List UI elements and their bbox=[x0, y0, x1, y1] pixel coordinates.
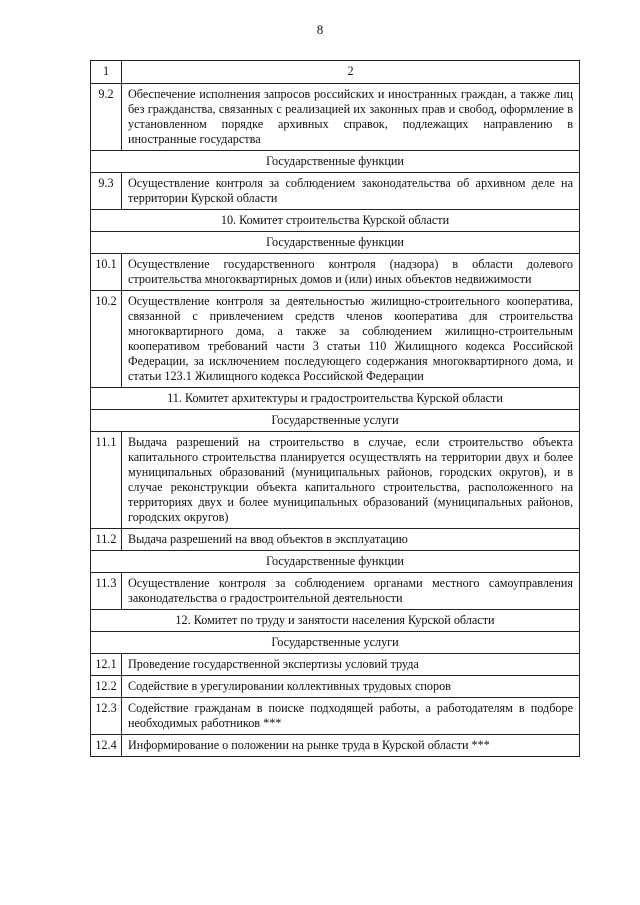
section-title: Государственные услуги bbox=[91, 632, 580, 654]
item-number: 9.2 bbox=[91, 84, 122, 151]
item-number: 11.2 bbox=[91, 529, 122, 551]
item-description: Осуществление контроля за деятельностью жилищно-строительного кооператива, связанной с привлечением средств членов кооператива для строительства многоквартирного дома, а также за соблюдением жилищно-строительным кооперативом требований части 3 статьи 110 Жилищного кодекса Российской Федерации, за исключением последующего содержания многоквартирного дома, и статьи 123.1 Жилищного кодекса Российской Федерации bbox=[122, 291, 580, 388]
table-row bbox=[91, 173, 580, 210]
item-description: Осуществление контроля за соблюдением органами местного самоуправления законодательства о градостроительной деятельности bbox=[122, 573, 580, 610]
page-number: 8 bbox=[316, 22, 324, 37]
table-row bbox=[91, 735, 580, 757]
item-number: 12.1 bbox=[91, 654, 122, 676]
section-header-row bbox=[91, 610, 580, 632]
item-number: 9.3 bbox=[91, 173, 122, 210]
item-number: 12.4 bbox=[91, 735, 122, 757]
table-header-row bbox=[91, 61, 580, 84]
section-title: 11. Комитет архитектуры и градостроительства Курской области bbox=[91, 388, 580, 410]
item-description: Содействие гражданам в поиске подходящей работы, а работодателям в подборе необходимых работников *** bbox=[122, 698, 580, 735]
item-description: Выдача разрешений на ввод объектов в эксплуатацию bbox=[122, 529, 580, 551]
item-description: Обеспечение исполнения запросов российских и иностранных граждан, а также лиц без гражданства, связанных с реализацией их законных прав и свобод, оформление в установленном порядке архивных справок, подлежащих направлению в иностранные государства bbox=[122, 84, 580, 151]
section-header-row bbox=[91, 232, 580, 254]
services-table bbox=[90, 60, 580, 757]
section-header-row bbox=[91, 151, 580, 173]
section-header-row bbox=[91, 410, 580, 432]
item-description: Осуществление контроля за соблюдением законодательства об архивном деле на территории Курской области bbox=[122, 173, 580, 210]
item-description: Выдача разрешений на строительство в случае, если строительство объекта капитального строительства планируется осуществлять на территории двух и более муниципальных образований (муниципальных районов, городских округов), и в случае реконструкции объекта капитального строительства, расположенного на территориях двух и более муниципальных образований (муниципальных районов, городских округов) bbox=[122, 432, 580, 529]
table-row bbox=[91, 291, 580, 388]
section-header-row bbox=[91, 388, 580, 410]
table-row bbox=[91, 529, 580, 551]
section-title: Государственные услуги bbox=[91, 410, 580, 432]
item-number: 10.2 bbox=[91, 291, 122, 388]
table-row bbox=[91, 84, 580, 151]
section-title: 12. Комитет по труду и занятости населения Курской области bbox=[91, 610, 580, 632]
table-row bbox=[91, 254, 580, 291]
item-description: Содействие в урегулировании коллективных трудовых споров bbox=[122, 676, 580, 698]
section-title: 10. Комитет строительства Курской области bbox=[91, 210, 580, 232]
table-row bbox=[91, 654, 580, 676]
section-header-row bbox=[91, 632, 580, 654]
item-number: 10.1 bbox=[91, 254, 122, 291]
item-number: 11.1 bbox=[91, 432, 122, 529]
section-title: Государственные функции bbox=[91, 232, 580, 254]
column-number-header: 1 bbox=[91, 61, 122, 84]
section-header-row bbox=[91, 210, 580, 232]
item-description: Проведение государственной экспертизы условий труда bbox=[122, 654, 580, 676]
table-row bbox=[91, 432, 580, 529]
table-row bbox=[91, 676, 580, 698]
item-description: Информирование о положении на рынке труда в Курской области *** bbox=[122, 735, 580, 757]
section-title: Государственные функции bbox=[91, 151, 580, 173]
section-header-row bbox=[91, 551, 580, 573]
section-title: Государственные функции bbox=[91, 551, 580, 573]
item-number: 12.2 bbox=[91, 676, 122, 698]
item-description: Осуществление государственного контроля (надзора) в области долевого строительства многоквартирных домов и (или) иных объектов недвижимости bbox=[122, 254, 580, 291]
item-number: 11.3 bbox=[91, 573, 122, 610]
column-description-header: 2 bbox=[122, 61, 580, 84]
table-row bbox=[91, 698, 580, 735]
table-row bbox=[91, 573, 580, 610]
item-number: 12.3 bbox=[91, 698, 122, 735]
